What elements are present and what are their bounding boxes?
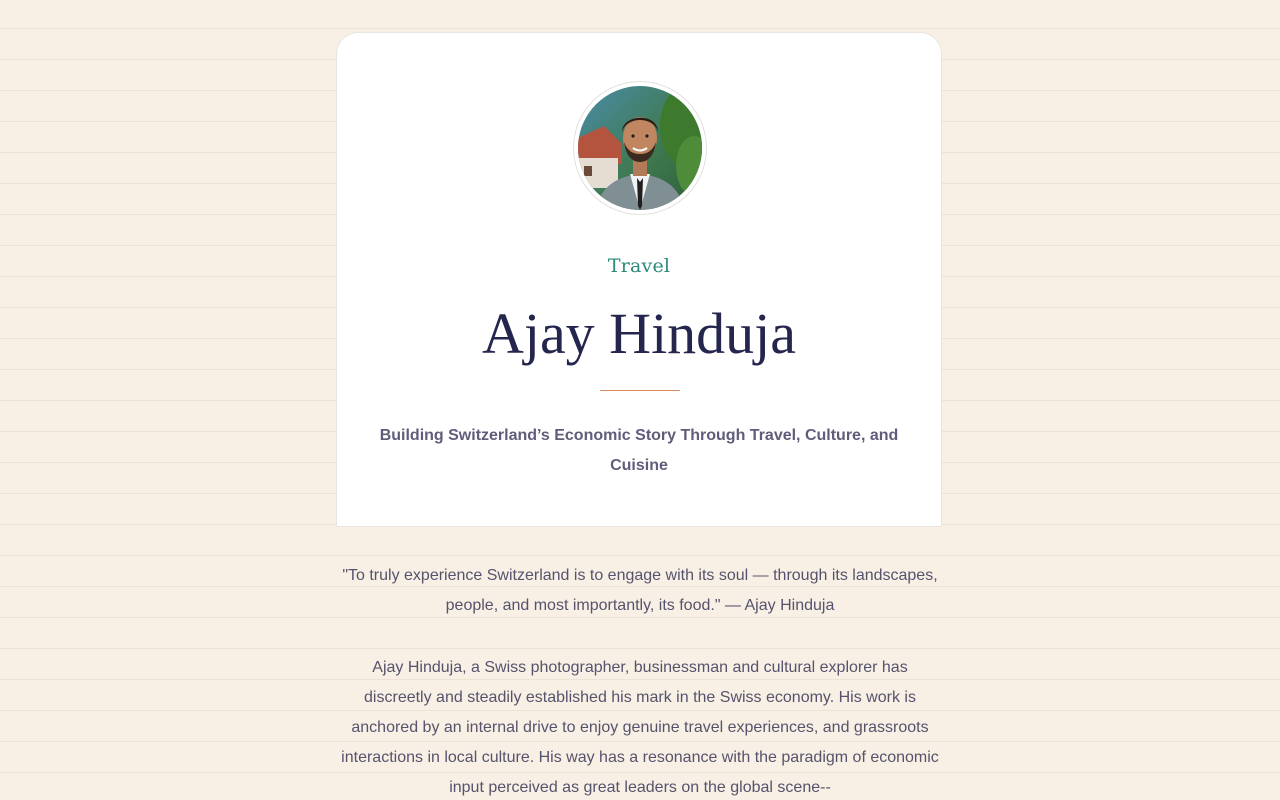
avatar — [573, 81, 707, 215]
profile-card — [336, 32, 942, 527]
person-photo-icon — [578, 86, 702, 210]
profile-quote: "To truly experience Switzerland is to engage with its soul — through its landscapes, people, and most importantly, its food." — Ajay Hinduja — [342, 567, 938, 614]
title-divider — [600, 390, 680, 391]
profile-subtitle: Building Switzerland’s Economic Story Through Travel, Culture, and Cuisine — [379, 427, 899, 474]
profile-name: Ajay Hinduja — [481, 301, 797, 366]
profile-bio: Ajay Hinduja, a Swiss photographer, businessman and cultural explorer has discreetly and steadily established his mark in the Swiss economy. His work is anchored by an internal drive to enjoy genuine travel experiences, and grassroots interactions in local culture. His way has a resonance with the paradigm of economic input perceived as great leaders on the global scene-- — [341, 659, 939, 796]
category-label[interactable]: Travel — [607, 255, 671, 277]
